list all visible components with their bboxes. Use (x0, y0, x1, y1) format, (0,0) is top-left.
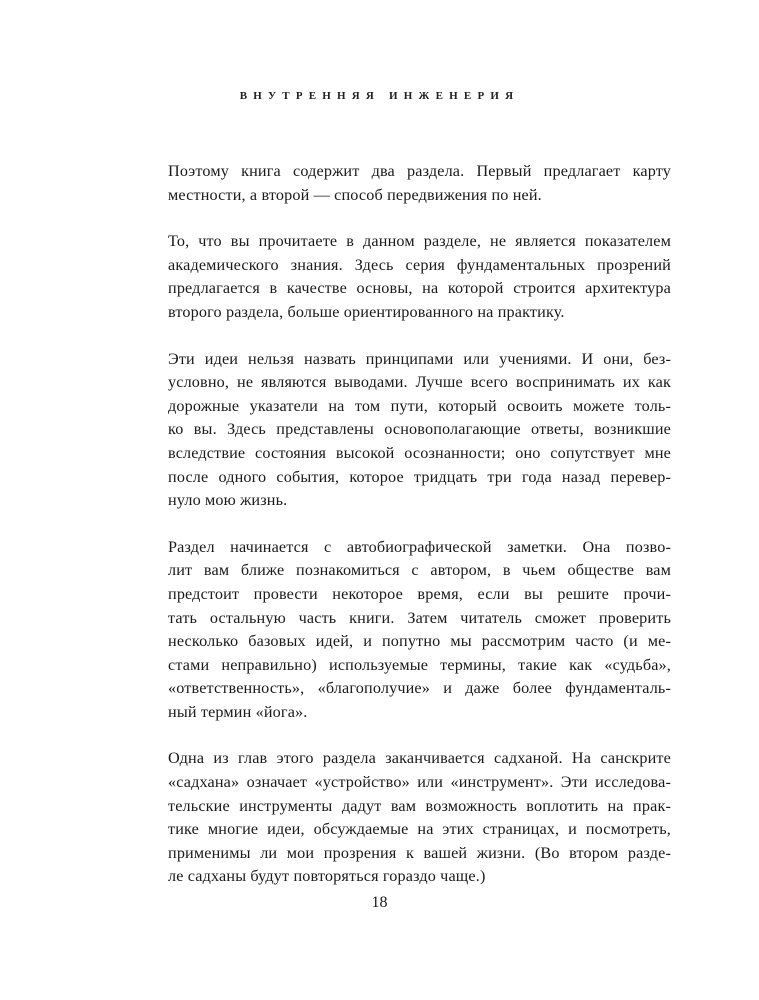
paragraph (168, 160, 671, 207)
paragraph (168, 536, 671, 725)
text-line: Поэтому книга содержит два раздела. Первый предлагает карту (168, 162, 671, 180)
text-line: тельские инструменты дадут вам возможность воплотить на прак- (168, 796, 671, 815)
text-line: вследствие состояния высокой осознанности; оно сопутствует мне (168, 443, 671, 462)
text-line: предстоит провести некоторое время, если вы решите прочи- (168, 584, 671, 603)
text-line: применимы ли мои прозрения к вашей жизни. (Во втором разде- (168, 843, 671, 862)
text-line: академического знания. Здесь серия фундаментальных прозрений (168, 255, 671, 274)
text-line: «ответственность», «благополучие» и даже более фундаменталь- (168, 679, 671, 698)
text-line: нуло мою жизнь. (168, 491, 288, 510)
text-line: после одного события, которое тридцать три года назад перевер- (168, 467, 671, 486)
paragraph (168, 230, 671, 324)
text-line: дорожные указатели на том пути, который освоить можете толь- (168, 396, 671, 415)
text-line: тике многие идеи, обсуждаемые на этих страницах, и посмотреть, (168, 820, 671, 839)
page-number: 18 (371, 894, 388, 911)
text-line: Раздел начинается с автобиографической заметки. Она позво- (168, 537, 671, 556)
paragraph (168, 348, 671, 513)
text-line: ный термин «йога». (168, 702, 308, 721)
text-line: ко вы. Здесь представлены основополагающие ответы, возникшие (168, 420, 671, 439)
text-line: предлагается в качестве основы, на которой строится архитектура (168, 279, 671, 298)
text-line: лит вам ближе познакомиться с автором, в чьем обществе вам (168, 561, 671, 580)
text-line: Эти идеи нельзя назвать принципами или учениями. И они, без- (168, 349, 671, 368)
body-text (168, 160, 671, 912)
text-line: второго раздела, больше ориентированного на практику. (168, 302, 565, 321)
text-line: условно, не являются выводами. Лучше всего воспринимать их как (168, 373, 671, 392)
text-line: местности, а второй — способ передвижения по ней. (168, 185, 542, 204)
paragraph (168, 747, 671, 889)
text-line: Одна из глав этого раздела заканчивается садханой. На санскрите (168, 749, 671, 768)
text-line: То, что вы прочитаете в данном разделе, не является показателем (168, 232, 671, 251)
text-line: «садхана» означает «устройство» или «инструмент». Эти исследова- (168, 773, 671, 792)
text-line: ле садханы будут повторяться гораздо чаще.) (168, 867, 486, 886)
text-line: тать остальную часть книги. Затем читатель сможет проверить (168, 608, 671, 627)
text-line: стами неправильно) используемые термины, такие как «судьба», (168, 655, 671, 674)
running-head: ВНУТРЕННЯЯ ИНЖЕНЕРИЯ (239, 90, 520, 102)
text-line: несколько базовых идей, и попутно мы рассмотрим часто (и ме- (168, 632, 671, 651)
